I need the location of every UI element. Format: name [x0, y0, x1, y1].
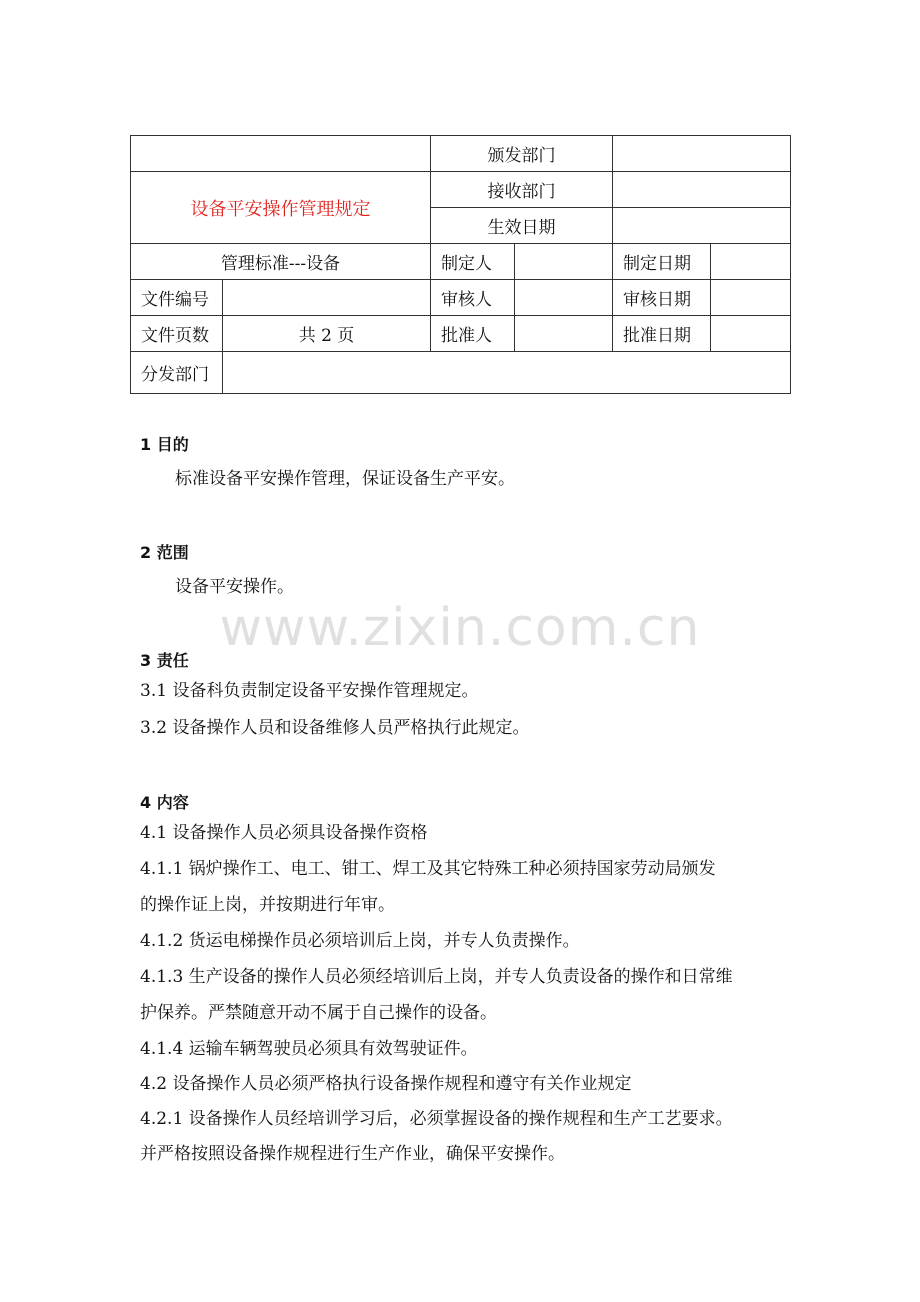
section-1-heading: 1 目的 — [140, 435, 189, 454]
reviewed-date-label: 审核日期 — [613, 280, 711, 316]
section-3-2: 3.2 设备操作人员和设备维修人员严格执行此规定。 — [140, 718, 530, 738]
section-4-1: 4.1 设备操作人员必须具设备操作资格 — [140, 823, 428, 843]
section-4-1-1-line2: 的操作证上岗，并按期进行年审。 — [140, 895, 395, 915]
prepared-by-label: 制定人 — [431, 244, 515, 280]
section-4-heading: 4 内容 — [140, 793, 189, 812]
section-4-1-3-line1: 4.1.3 生产设备的操作人员必须经培训后上岗，并专人负责设备的操作和日常维 — [140, 967, 733, 987]
section-2-heading: 2 范围 — [140, 543, 189, 562]
effective-date-label: 生效日期 — [431, 208, 613, 244]
distribution-value — [223, 352, 791, 394]
prepared-by-value — [515, 244, 613, 280]
approved-date-label: 批准日期 — [613, 316, 711, 352]
header-row-receiving — [131, 172, 791, 208]
prepared-date-label: 制定日期 — [613, 244, 711, 280]
watermark: www.zixin.com.cn — [219, 598, 701, 658]
page-count-value: 共 2 页 — [223, 316, 431, 352]
reviewed-by-label: 审核人 — [431, 280, 515, 316]
doc-number-value — [223, 280, 431, 316]
approved-date-value — [711, 316, 791, 352]
doc-number-label: 文件编号 — [131, 280, 223, 316]
header-row-prepared — [131, 244, 791, 280]
document-category: 管理标准---设备 — [131, 244, 431, 280]
section-4-2-1-line1: 4.2.1 设备操作人员经培训学习后，必须掌握设备的操作规程和生产工艺要求。 — [140, 1109, 733, 1129]
section-3-heading: 3 责任 — [140, 651, 189, 670]
section-4-1-2: 4.1.2 货运电梯操作员必须培训后上岗，并专人负责操作。 — [140, 931, 580, 951]
section-2-text: 设备平安操作。 — [175, 577, 294, 597]
document-header-table — [130, 135, 791, 394]
header-row-distribution — [131, 352, 791, 394]
approved-by-value — [515, 316, 613, 352]
section-3-1: 3.1 设备科负责制定设备平安操作管理规定。 — [140, 681, 479, 701]
blank-cell — [131, 136, 431, 172]
reviewed-date-value — [711, 280, 791, 316]
section-4-1-4: 4.1.4 运输车辆驾驶员必须具有效驾驶证件。 — [140, 1039, 478, 1059]
prepared-date-value — [711, 244, 791, 280]
section-4-2: 4.2 设备操作人员必须严格执行设备操作规程和遵守有关作业规定 — [140, 1074, 632, 1094]
section-4-1-1-line1: 4.1.1 锅炉操作工、电工、钳工、焊工及其它特殊工种必须持国家劳动局颁发 — [140, 859, 716, 879]
effective-date-value — [613, 208, 791, 244]
approved-by-label: 批准人 — [431, 316, 515, 352]
header-row-pages — [131, 316, 791, 352]
section-4-1-3-line2: 护保养。严禁随意开动不属于自己操作的设备。 — [140, 1003, 497, 1023]
page-count-label: 文件页数 — [131, 316, 223, 352]
issuing-dept-value — [613, 136, 791, 172]
receiving-dept-value — [613, 172, 791, 208]
issuing-dept-label: 颁发部门 — [431, 136, 613, 172]
header-row-doc-number — [131, 280, 791, 316]
document-title: 设备平安操作管理规定 — [131, 172, 431, 244]
section-4-2-1-line2: 并严格按照设备操作规程进行生产作业，确保平安操作。 — [140, 1144, 565, 1164]
section-1-text: 标准设备平安操作管理，保证设备生产平安。 — [175, 469, 515, 489]
receiving-dept-label: 接收部门 — [431, 172, 613, 208]
reviewed-by-value — [515, 280, 613, 316]
distribution-label: 分发部门 — [131, 352, 223, 394]
header-row-issuing — [131, 136, 791, 172]
